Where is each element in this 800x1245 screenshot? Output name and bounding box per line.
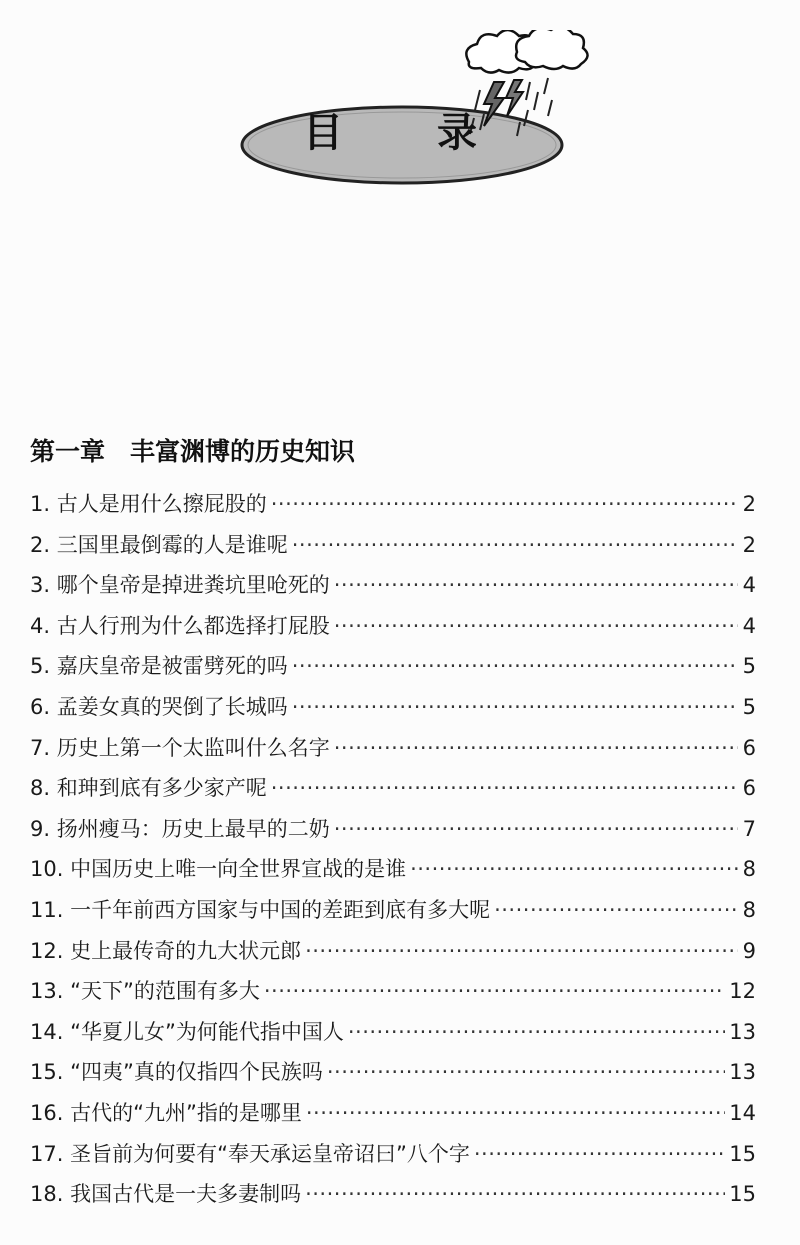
toc-entry[interactable] (30, 525, 756, 566)
toc-entry[interactable] (30, 768, 756, 809)
toc-page-number: 6 (742, 776, 756, 801)
dot-leader (271, 768, 738, 809)
toc-page-number: 2 (742, 492, 756, 516)
dot-leader (305, 931, 738, 972)
toc-entry-title: 2. 三国里最倒霉的人是谁呢 (30, 532, 288, 557)
chapter-heading: 第一章 丰富渊博的历史知识 (30, 437, 356, 466)
toc-entry-title: 3. 哪个皇帝是掉进粪坑里呛死的 (30, 573, 330, 598)
toc-entry[interactable] (30, 1174, 756, 1215)
toc-entry[interactable] (30, 728, 756, 769)
dot-leader (348, 1012, 725, 1053)
toc-page-number: 4 (742, 613, 756, 638)
toc-entry[interactable] (30, 606, 756, 647)
dot-leader (334, 728, 738, 769)
dot-leader (334, 565, 738, 606)
dot-leader (271, 484, 738, 525)
toc-entry-title: 12. 史上最传奇的九大状元郎 (30, 938, 302, 963)
dot-leader (474, 1134, 725, 1175)
toc-page-number: 6 (742, 735, 756, 760)
dot-leader (306, 1093, 725, 1134)
dot-leader (327, 1052, 725, 1093)
toc-page-number: 15 (729, 1141, 756, 1166)
toc-entry[interactable] (30, 931, 756, 972)
toc-entry[interactable] (30, 1093, 756, 1134)
toc-entry-title: 13. “天下”的范围有多大 (30, 979, 260, 1004)
dot-leader (264, 971, 725, 1012)
toc-page-number: 4 (742, 573, 756, 598)
toc-entry[interactable] (30, 809, 756, 850)
dot-leader (292, 687, 738, 728)
toc-entry[interactable] (30, 646, 756, 687)
toc-page-number: 13 (729, 1019, 756, 1044)
dot-leader (334, 809, 738, 850)
toc-page-number: 12 (729, 979, 756, 1004)
toc-entry[interactable] (30, 1052, 756, 1093)
toc-entry-title: 9. 扬州瘦马：历史上最早的二奶 (30, 816, 330, 841)
page-title: 目 录 (303, 110, 517, 156)
toc-entry[interactable] (30, 890, 756, 931)
toc-page-number: 14 (729, 1100, 756, 1125)
toc-entry-title: 15. “四夷”真的仅指四个民族吗 (30, 1060, 323, 1085)
toc-entry[interactable] (30, 565, 756, 606)
toc-entry-title: 10. 中国历史上唯一向全世界宣战的是谁 (30, 857, 407, 882)
dot-leader (410, 849, 738, 890)
toc-page-number: 2 (742, 532, 756, 557)
toc-entry[interactable] (30, 849, 756, 890)
toc-entry[interactable] (30, 687, 756, 728)
dot-leader (292, 646, 738, 687)
toc-page-number: 8 (742, 857, 756, 882)
toc-entry-title: 11. 一千年前西方国家与中国的差距到底有多大呢 (30, 897, 491, 922)
dot-leader (305, 1174, 725, 1215)
toc-entry-title: 16. 古代的“九州”指的是哪里 (30, 1100, 302, 1125)
toc-entry[interactable] (30, 971, 756, 1012)
toc-entry-title: 1. 古人是用什么擦屁股的 (30, 492, 267, 516)
toc-entry-title: 8. 和珅到底有多少家产呢 (30, 776, 267, 801)
toc-entry-title: 6. 孟姜女真的哭倒了长城吗 (30, 694, 288, 719)
toc-page-number: 8 (742, 897, 756, 922)
toc-entry-title: 14. “华夏儿女”为何能代指中国人 (30, 1019, 344, 1044)
toc-page-number: 7 (742, 816, 756, 841)
dot-leader (334, 606, 738, 647)
dot-leader (494, 890, 738, 931)
dot-leader (292, 525, 738, 566)
toc-page-number: 5 (742, 654, 756, 679)
toc-entry[interactable] (30, 1012, 756, 1053)
toc-entry-title: 17. 圣旨前为何要有“奉天承运皇帝诏曰”八个字 (30, 1141, 470, 1166)
toc-entry-title: 5. 嘉庆皇帝是被雷劈死的吗 (30, 654, 288, 679)
toc-page-number: 15 (729, 1182, 756, 1207)
toc-page-number: 5 (742, 694, 756, 719)
toc-entry[interactable] (30, 484, 756, 525)
toc-page-number: 13 (729, 1060, 756, 1085)
toc-entry-title: 18. 我国古代是一夫多妻制吗 (30, 1182, 302, 1207)
toc-entry-title: 4. 古人行刑为什么都选择打屁股 (30, 613, 330, 638)
toc-page-number: 9 (742, 938, 756, 963)
toc-entry-title: 7. 历史上第一个太监叫什么名字 (30, 735, 330, 760)
toc-entry[interactable] (30, 1134, 756, 1175)
table-of-contents (30, 484, 756, 1215)
